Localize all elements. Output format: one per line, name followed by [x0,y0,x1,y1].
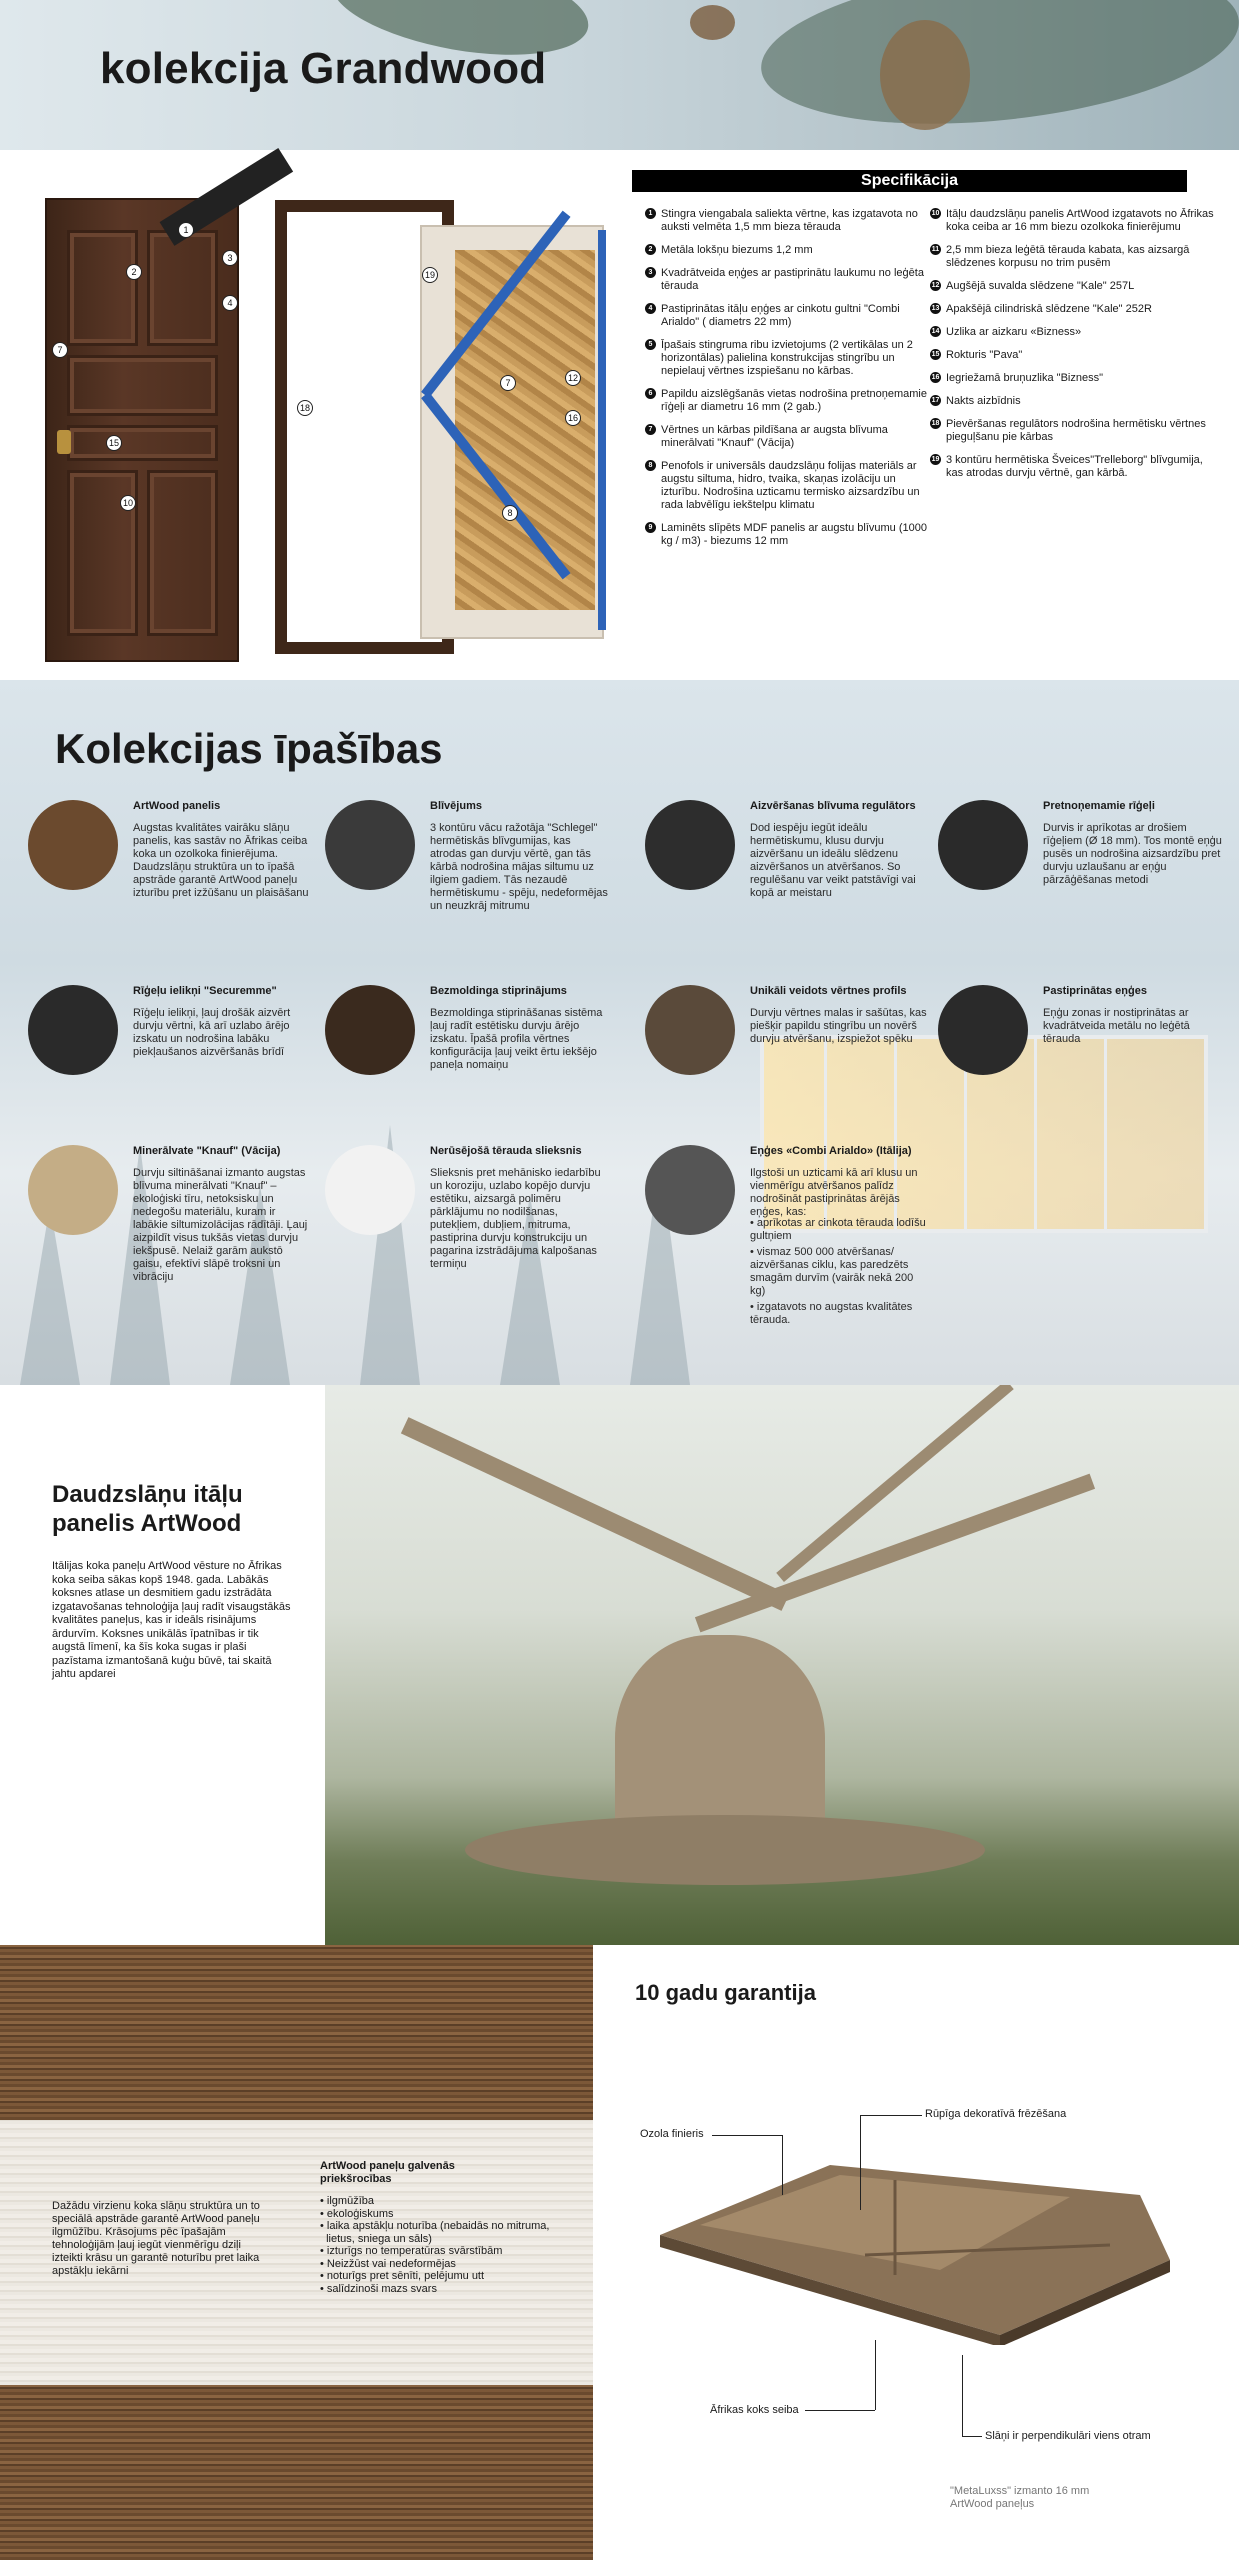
feature-title: Unikāli veidots vērtnes profils [750,985,907,997]
spec-number-badge: 14 [931,328,940,335]
feature-title: Bezmoldinga stiprinājums [430,985,567,997]
feature-text: Ilgstoši un uzticami kā arī klusu un vienmērīgu atvēršanos palīdz nodrošināt pastiprinātas ārējās eņģes, kas: [750,1167,918,1218]
spec-number-badge: 3 [645,267,656,278]
spec-item [645,460,935,512]
spec-item [930,349,1220,362]
benefit-item: • izturīgs no temperatūras svārstībām [320,2245,503,2257]
spec-item-text: Itāļu daudzslāņu panelis ArtWood izgatavots no Āfrikas koka ceiba ar 16 mm biezu ozolkoka finierējumu [946,208,1214,233]
callout-7: 7 [52,342,68,358]
spec-title: Specifikācija [632,170,1187,192]
spec-number-badge: 15 [931,351,940,358]
features-section [0,680,1239,1385]
feature-text: Rīģeļu ielikņi, ļauj drošāk aizvērt durvju vērtni, kā arī uzlabo ārējo izskatu un nodrošina labāku piekļaušanos aizvēršanās brīdī [133,1007,291,1058]
feature-text: Durvis ir aprīkotas ar drošiem rīģeļiem (Ø 18 mm). Tos montē eņģu pusēs un nodrošina aizsardzību pret durvju uzlaušanu ar eņģu pārzāģēšanas metodi [1043,822,1222,886]
artwood-title: Daudzslāņu itāļu panelis ArtWood [52,1481,243,1537]
door-handle [57,430,71,454]
spec-item-text: 3 kontūru hermētiska Šveices"Trelleborg" blīvgumija, kas atrodas durvju vērtnē, gan kārbā. [946,454,1203,479]
pine-cone-decor [880,20,970,130]
spec-item [930,326,1220,339]
layers-text: Dažādu virzienu koka slāņu struktūra un to speciālā apstrāde garantē ArtWood paneļu ilgmūžību. Krāsojums pēc īpašajām tehnoloģijām ļauj iegūt vienmērīgu dziļi izteikti krāsu un garantē noturību pret laika apstākļu iekārni [52,2200,260,2277]
label-layers: Slāņi ir perpendikulāri viens otram [985,2430,1151,2442]
callout-10: 10 [120,495,136,511]
door-panel [67,230,138,346]
feature-bullet: • izgatavots no augstas kvalitātes tērauda. [750,1301,913,1326]
callout-4: 4 [222,295,238,311]
spec-item [645,339,935,378]
hero-title: kolekcija Grandwood [100,44,547,93]
spec-number-badge: 12 [931,282,940,289]
spec-item-text: Penofols ir universāls daudzslāņu folijas materiāls ar augstu siltuma, hidro, tvaika, skaņas izolāciju un izturību. Nodrošina uzticamu termisko aizsardzību un rada labvēlīgu iekštelpu klimatu [661,460,920,511]
door-panel [147,230,218,346]
spec-item [930,244,1220,270]
callout-7b: 7 [500,375,516,391]
spec-number-badge: 6 [645,388,656,399]
ceiba-tree-photo [325,1385,1239,1945]
feature-photo-icon [28,1145,118,1235]
benefit-item: • Neizžūst vai nedeformējas [320,2257,456,2270]
spec-item-text: Apakšējā cilindriskā slēdzene "Kale" 252R [946,303,1152,315]
footnote: "MetaLuxss" izmanto 16 mm ArtWood paneļus [950,2485,1090,2510]
callout-2: 2 [126,264,142,280]
spec-number-badge: 19 [931,456,940,463]
benefit-item: • noturīgs pret sēnīti, pelējumu utt [320,2270,485,2282]
benefit-item: • ekoloģiskums [320,2207,394,2220]
hero-banner [0,0,1239,150]
spec-item-text: Laminēts slīpēts MDF panelis ar augstu blīvumu (1000 kg / m3) - biezums 12 mm [661,522,927,547]
feature-title: Blīvējums [430,800,482,812]
spec-number-badge: 17 [931,397,940,404]
benefit-item: lietus, sniega un sāls) [320,2232,432,2245]
feature-bullet: • vismaz 500 000 atvēršanas/ aizvēršanas ciklu, kas paredzēts smagām durvīm (vairāk nekā 200 kg) [750,1246,914,1297]
spec-item-text: Stingra viengabala saliekta vērtne, kas izgatavota no auksti velmēta 1,5 mm bieza tērauda [661,208,918,233]
spec-list-left [645,208,935,558]
spec-item [645,522,935,548]
feature-title: Pastiprinātas eņģes [1043,985,1147,997]
callout-18: 18 [297,400,313,416]
feature-photo-icon [938,800,1028,890]
benefits-title: ArtWood paneļu galvenās priekšrocības [320,2160,455,2185]
spec-item-text: 2,5 mm bieza leģētā tērauda kabata, kas aizsargā slēdzenes korpusu no trim pusēm [946,244,1190,269]
spec-item-text: Augšējā suvalda slēdzene "Kale" 257L [946,280,1135,292]
callout-3: 3 [222,250,238,266]
door-panel [67,425,218,461]
spec-item-text: Metāla lokšņu biezums 1,2 mm [661,244,813,256]
spec-item-text: Pastiprinātas itāļu eņģes ar cinkotu gultni "Combi Arialdo" ( diametrs 22 mm) [661,303,900,328]
spec-item [645,208,935,234]
spec-item-text: Rokturis "Pava" [946,349,1023,361]
feature-text: 3 kontūru vācu ražotāja "Schlegel" hermētiskās blīvgumijas, kas atrodas gan durvju vērtē, gan tās kārbā nodrošina mājas siltumu uz ilgiem gadiem. Tās nezaudē hermētiskumu - spēju, nedeformējas un neuzkrāj mitrumu [430,822,608,912]
spec-item [645,267,935,293]
spec-item-text: Kvadrātveida eņģes ar pastiprinātu laukumu no leģēta tērauda [661,267,924,292]
door-panel [67,355,218,416]
feature-title: Eņģes «Combi Arialdo» (Itālija) [750,1145,912,1157]
spec-number-badge: 9 [645,522,656,533]
features-title: Kolekcijas īpašības [55,725,443,772]
feature-photo-icon [325,1145,415,1235]
feature-photo-icon [28,985,118,1075]
seal-line [598,230,606,630]
label-milling: Rūpīga dekoratīvā frēzēšana [925,2108,1067,2120]
spec-item [645,424,935,450]
callout-1: 1 [178,222,194,238]
spec-number-badge: 4 [645,303,656,314]
spec-number-badge: 5 [645,339,656,350]
label-african: Āfrikas koks seiba [710,2404,799,2416]
benefits-list [320,2195,549,2295]
feature-photo-icon [645,985,735,1075]
label-oak: Ozola finieris [640,2128,704,2140]
benefit-item: • ilgmūžība [320,2195,374,2207]
warranty-title: 10 gadu garantija [635,1980,816,2005]
spec-number-badge: 13 [931,305,940,312]
feature-photo-icon [645,1145,735,1235]
spec-item [930,418,1220,444]
feature-text: Slieksnis pret mehānisko iedarbību un koroziju, uzlabo kopējo durvju estētiku, aizsargā polimēru pārklājumu no nodilšanas, putekļiem, dubļiem, mitruma, pastiprina durvju konstrukciju un pagarina izstrādājuma kalpošanas termiņu [430,1167,601,1270]
feature-title: Minerālvate "Knauf" (Vācija) [133,1145,281,1157]
spec-item-text: Papildu aizslēgšanās vietas nodrošina pretnoņemamie rīģeļi ar diametru 16 mm (2 gab.) [661,388,927,413]
callout-16: 16 [565,410,581,426]
callout-8: 8 [502,505,518,521]
spec-item [645,244,935,257]
feature-photo-icon [325,800,415,890]
spec-item [930,372,1220,385]
feature-bullet: • aprīkotas ar cinkota tērauda lodīšu gultņiem [750,1217,926,1242]
feature-title: Rīģeļu ielikņi "Securemme" [133,985,277,997]
feature-title: Pretnoņemamie rīģeļi [1043,800,1155,812]
benefit-item: • laika apstākļu noturība (nebaidās no mitruma, [320,2220,550,2232]
spec-section [0,150,1239,680]
spec-list-right [930,208,1220,490]
spec-number-badge: 10 [931,210,940,217]
feature-text: Durvju vērtnes malas ir sašūtas, kas piešķir papildu stingrību un novērš durvju atvēršanu, izspiežot spēku [750,1007,927,1045]
spec-item [930,280,1220,293]
feature-title: Nerūsējošā tērauda slieksnis [430,1145,582,1157]
spec-item [645,303,935,329]
spec-number-badge: 2 [645,244,656,255]
warranty-section [0,1945,1239,2560]
artwood-text: Itālijas koka paneļu ArtWood vēsture no Āfrikas koka seiba sākas kopš 1948. gada. Labākās koksnes atlase un desmitiem gadu izstrādāta izgatavošanas tehnoloģija ļauj radīt visaugstākās kvalitātes paneļus, kas ir ideāls risinājums ārdurvīm. Koksnes unikālās īpatnības ir tik augstā līmenī, ka šīs koka sugas ir plaši pazīstama izmantošanā kuģu būvē, tai skaitā jahtu apdarei [52,1560,291,1680]
door-insulation-layer [455,250,595,610]
door-front-image [45,198,239,662]
benefit-item: • salīdzinoši mazs svars [320,2282,437,2295]
spec-item-text: Uzlika ar aizkaru «Bizness» [946,326,1082,338]
spec-number-badge: 7 [645,424,656,435]
spec-item-text: Pievēršanas regulātors nodrošina hermētisku vērtnes pieguļšanu pie kārbas [946,418,1206,443]
spec-item-text: Īpašais stingruma ribu izvietojums (2 vertikālas un 2 horizontālas) palielina konstrukcijas stingrību un nepielauj vērtnes izspiešanu no kārbas. [661,339,913,377]
feature-photo-icon [938,985,1028,1075]
callout-12: 12 [565,370,581,386]
artwood-section [0,1385,1239,1945]
spec-item [930,454,1220,480]
door-panel [147,470,218,636]
spec-item [930,303,1220,316]
spec-item [645,388,935,414]
pine-cone-decor [690,5,735,40]
tree-branch [695,1474,1095,1633]
spec-item-text: Iegriežamā bruņuzlika "Bizness" [946,372,1103,384]
pine-branch-decor [753,0,1239,145]
spec-number-badge: 1 [645,208,656,219]
feature-photo-icon [645,800,735,890]
spec-number-badge: 11 [931,246,940,253]
feature-title: Aizvēršanas blīvuma regulātors [750,800,916,812]
tree-branch [401,1417,789,1611]
panel-layers-diagram [640,2085,1180,2345]
feature-text: Dod iespēju iegūt ideālu hermētiskumu, klusu durvju aizvēršanu un ideālu slēdzenu aizvēršanos un atvēršanos. So regulēšanu var veikt patstāvīgi vai kopā ar meistaru [750,822,916,899]
spec-item-text: Nakts aizbīdnis [946,395,1021,407]
feature-text: Bezmoldinga stiprināšanas sistēma ļauj radīt estētisku durvju ārējo izskatu. Īpašā profila vērtnes konfigurācija ļauj veikt ērtu iekšējo paneļa nomaiņu [430,1007,603,1071]
spec-item [930,395,1220,408]
feature-photo-icon [28,800,118,890]
tree-roots [465,1815,985,1885]
spec-number-badge: 18 [931,420,940,427]
spec-item [930,208,1220,234]
callout-15: 15 [106,435,122,451]
wood-texture-dark [0,2385,593,2560]
feature-text: Eņģu zonas ir nostiprinātas ar kvadrātveida metālu no leģētā tērauda [1043,1007,1190,1045]
spec-number-badge: 16 [931,374,940,381]
spec-item-text: Vērtnes un kārbas pildīšana ar augsta blīvuma minerālvati "Knauf" (Vācija) [661,424,888,449]
feature-title: ArtWood panelis [133,800,221,812]
spec-number-badge: 8 [645,460,656,471]
callout-19: 19 [422,267,438,283]
wood-texture-dark [0,1945,593,2120]
feature-text: Durvju siltināšanai izmanto augstas blīvuma minerālvati "Knauf" – ekoloģiski tīru, netoksisku un nedegošu materiālu, kuram ir labākie siltumizolācijas rādītāji. Ļauj aizpildīt visus tukšās vietas durvju iekšpusē. Nelaiž garām aukstō gaisu, efektīvi slāpē troksni un vibrāciju [133,1167,308,1283]
feature-photo-icon [325,985,415,1075]
feature-text: Augstas kvalitātes vairāku slāņu panelis, kas sastāv no Āfrikas ceiba koka un ozolkoka finierējuma. Daudzslāņu struktūra un to īpašā apstrāde garantē ArtWood paneļu izturību pret izžūšanu un plaisāšanu [133,822,309,899]
